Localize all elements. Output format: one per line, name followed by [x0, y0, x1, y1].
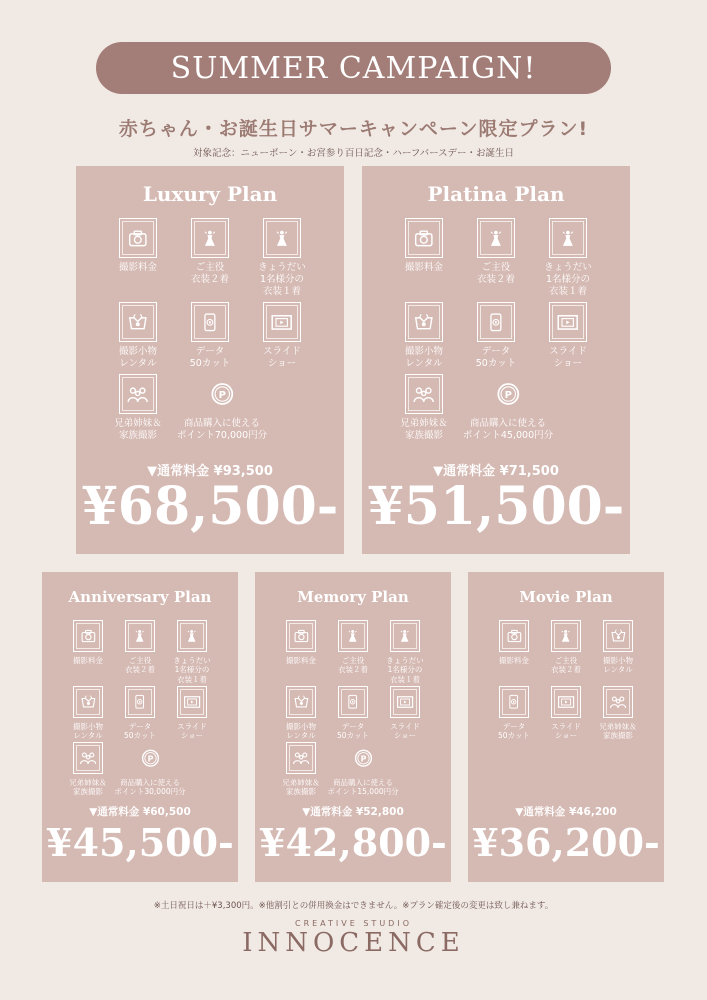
- costume-icon: [263, 218, 301, 258]
- points-icon: [135, 742, 165, 774]
- campaign-subtitle: 赤ちゃん・お誕生日サマーキャンペーン限定プラン!: [118, 118, 589, 140]
- plan-feature: [162, 374, 282, 442]
- plan-card-anniversary-plan: [42, 572, 238, 882]
- plan-feature: [508, 302, 628, 370]
- plan-card-memory-plan: [255, 572, 451, 882]
- svg-text:P: P: [360, 754, 366, 764]
- plan-card-movie-plan: [468, 572, 664, 882]
- regular-price: ▼通常料金 ¥71,500: [433, 464, 559, 479]
- svg-text:P: P: [147, 754, 153, 764]
- family-icon: [405, 374, 443, 414]
- campaign-price: ¥45,500-: [46, 820, 234, 865]
- plan-feature: [345, 620, 465, 684]
- feature-label: きょうだい 1名様分の 衣装１着: [173, 656, 211, 684]
- plan-feature: [345, 686, 465, 741]
- feature-label: 商品購入に使える ポイント45,000円分: [462, 418, 554, 441]
- feature-label: 撮影料金: [286, 656, 316, 665]
- plan-title: Anniversary Plan: [68, 588, 212, 606]
- plan-feature: [558, 686, 678, 741]
- points-icon: [203, 374, 241, 414]
- feature-label: 撮影小物 レンタル: [118, 346, 157, 369]
- regular-price: ▼通常料金 ¥46,200: [515, 806, 617, 818]
- plan-feature: [132, 620, 252, 684]
- studio-tagline: CREATIVE STUDIO: [294, 919, 412, 928]
- plan-feature: [448, 374, 568, 442]
- plan-title: Memory Plan: [297, 588, 409, 606]
- campaign-banner: [96, 42, 611, 94]
- feature-label: きょうだい 1名様分の 衣装１着: [386, 656, 424, 684]
- feature-label: スライド ショー: [263, 346, 301, 369]
- feature-label: データ 50カット: [337, 722, 369, 741]
- plan-card-luxury-plan: [76, 166, 344, 554]
- regular-price: ▼通常料金 ¥93,500: [147, 464, 273, 479]
- feature-label: データ 50カット: [189, 346, 231, 369]
- feature-label: ご主役 衣装２着: [476, 262, 515, 285]
- footnote: ※土日祝日は＋¥3,300円。※他割引との併用換金はできません。※プラン確定後の変更は致し兼ねます。: [153, 901, 554, 911]
- feature-label: スライド ショー: [390, 722, 420, 741]
- plan-feature: [558, 620, 678, 675]
- feature-label: 兄弟姉妹＆ 家族撮影: [69, 778, 107, 797]
- plan-feature: [222, 218, 342, 298]
- feature-label: スライド ショー: [551, 722, 581, 741]
- campaign-price: ¥42,800-: [259, 820, 447, 865]
- studio-logo: INNOCENCE: [242, 928, 465, 958]
- campaign-price: ¥68,500-: [81, 476, 339, 537]
- feature-label: 撮影料金: [404, 262, 443, 273]
- campaign-price: ¥36,200-: [472, 820, 660, 865]
- costume-icon: [390, 620, 420, 652]
- feature-label: 兄弟姉妹＆ 家族撮影: [400, 418, 448, 441]
- plan-feature: [508, 218, 628, 298]
- feature-label: 商品購入に使える ポイント15,000円分: [327, 778, 399, 797]
- feature-label: きょうだい 1名様分の 衣装１着: [258, 262, 306, 297]
- feature-label: データ 50カット: [475, 346, 517, 369]
- plan-title: Luxury Plan: [142, 182, 278, 206]
- feature-label: 兄弟姉妹＆ 家族撮影: [599, 722, 637, 741]
- feature-label: 撮影小物 レンタル: [73, 722, 103, 741]
- feature-label: スライド ショー: [177, 722, 207, 741]
- feature-label: 撮影小物 レンタル: [286, 722, 316, 741]
- costume-icon: [549, 218, 587, 258]
- feature-label: ご主役 衣装２着: [125, 656, 155, 675]
- family-icon: [119, 374, 157, 414]
- feature-label: スライド ショー: [549, 346, 587, 369]
- plan-card-platina-plan: [362, 166, 630, 554]
- regular-price: ▼通常料金 ¥52,800: [302, 806, 404, 818]
- slideshow-icon: [390, 686, 420, 718]
- plan-feature: [222, 302, 342, 370]
- feature-label: データ 50カット: [124, 722, 156, 741]
- feature-label: 撮影料金: [118, 262, 157, 273]
- props-icon: [603, 620, 633, 652]
- feature-label: 撮影料金: [499, 656, 529, 665]
- plan-title: Platina Plan: [427, 182, 565, 206]
- feature-label: 商品購入に使える ポイント70,000円分: [176, 418, 268, 441]
- slideshow-icon: [263, 302, 301, 342]
- banner-title: SUMMER CAMPAIGN!: [170, 50, 537, 86]
- feature-label: 撮影料金: [73, 656, 103, 665]
- svg-text:P: P: [218, 389, 226, 401]
- slideshow-icon: [177, 686, 207, 718]
- campaign-price: ¥51,500-: [367, 476, 625, 537]
- plan-feature: [132, 686, 252, 741]
- plan-feature: [303, 742, 423, 797]
- feature-label: 商品購入に使える ポイント30,000円分: [114, 778, 186, 797]
- feature-label: ご主役 衣装２着: [190, 262, 229, 285]
- feature-label: 兄弟姉妹＆ 家族撮影: [282, 778, 320, 797]
- costume-icon: [177, 620, 207, 652]
- feature-label: データ 50カット: [498, 722, 530, 741]
- target-occasions: 対象記念：ニューボーン・お宮参り百日記念・ハーフバースデー・お誕生日: [193, 148, 514, 159]
- points-icon: [348, 742, 378, 774]
- points-icon: [489, 374, 527, 414]
- regular-price: ▼通常料金 ¥60,500: [89, 806, 191, 818]
- slideshow-icon: [549, 302, 587, 342]
- plan-feature: [90, 742, 210, 797]
- feature-label: 撮影小物 レンタル: [404, 346, 443, 369]
- feature-label: きょうだい 1名様分の 衣装１着: [544, 262, 592, 297]
- svg-text:P: P: [504, 389, 512, 401]
- plan-title: Movie Plan: [519, 588, 613, 606]
- feature-label: ご主役 衣装２着: [338, 656, 368, 675]
- feature-label: 兄弟姉妹＆ 家族撮影: [114, 418, 162, 441]
- family-icon: [603, 686, 633, 718]
- feature-label: 撮影小物 レンタル: [603, 656, 633, 675]
- feature-label: ご主役 衣装２着: [551, 656, 581, 675]
